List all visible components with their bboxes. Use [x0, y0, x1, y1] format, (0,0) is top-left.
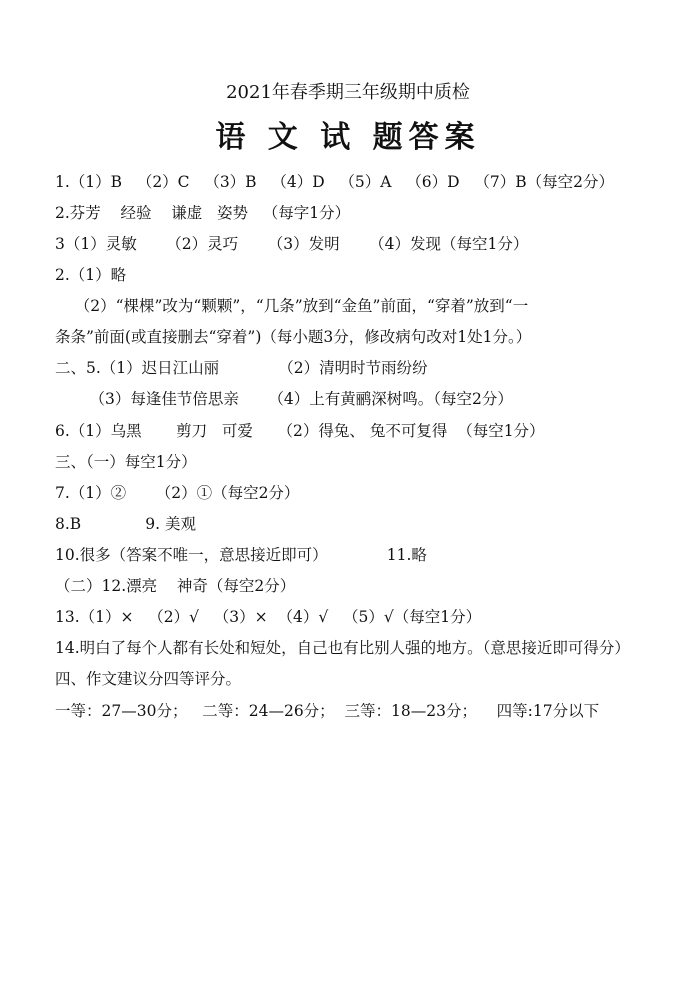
exam-title: 2021年春季期三年级期中质检 — [226, 82, 470, 103]
answer-line-3: 3（1）灵敏 （2）灵巧 （3）发明 （4）发现（每空1分） — [55, 235, 529, 253]
answer-line-6: 条条”前面(或直接删去“穿着”)（每小题3分，修改病句改对1处1分。） — [55, 328, 532, 346]
answer-line-8: （3）每逢佳节倍思亲 （4）上有黄鹂深树鸣。（每空2分） — [55, 390, 513, 408]
answer-line-17: 四、作文建议分四等评分。 — [55, 670, 242, 688]
answer-line-10: 三、（一）每空1分） — [55, 453, 197, 471]
document-heading: 语 文 试 题答案 — [215, 120, 481, 155]
answer-line-5: （2）“棵棵”改为“颗颗”，“几条”放到“金鱼”前面，“穿着”放到“一 — [55, 297, 529, 315]
answer-line-12: 8.B 9. 美观 — [55, 515, 196, 533]
answer-line-2: 2.芬芳 经验 谦虚 姿势 （每字1分） — [55, 204, 351, 222]
answer-line-16: 14.明白了每个人都有长处和短处，自己也有比别人强的地方。（意思接近即可得分） — [55, 639, 630, 657]
answer-line-13: 10.很多（答案不唯一，意思接近即可） 11.略 — [55, 546, 427, 564]
answer-line-1: 1.（1）B （2）C （3）B （4）D （5）A （6）D （7）B（每空2分） — [55, 173, 614, 191]
answer-line-15: 13.（1）× （2）√ （3）× （4）√ （5）√（每空1分） — [55, 608, 482, 626]
answer-line-7: 二、5.（1）迟日江山丽 （2）清明时节雨纷纷 — [55, 359, 428, 377]
answer-line-14: （二）12.漂亮 神奇（每空2分） — [55, 577, 296, 595]
answer-line-4: 2.（1）略 — [55, 266, 127, 284]
answer-line-18: 一等：27—30分； 二等：24—26分； 三等：18—23分； 四等:17分以下 — [55, 702, 600, 720]
answer-line-9: 6.（1）乌黑 剪刀 可爱 （2）得兔、 兔不可复得 （每空1分） — [55, 422, 545, 440]
answer-line-11: 7.（1）② （2）①（每空2分） — [55, 484, 300, 502]
